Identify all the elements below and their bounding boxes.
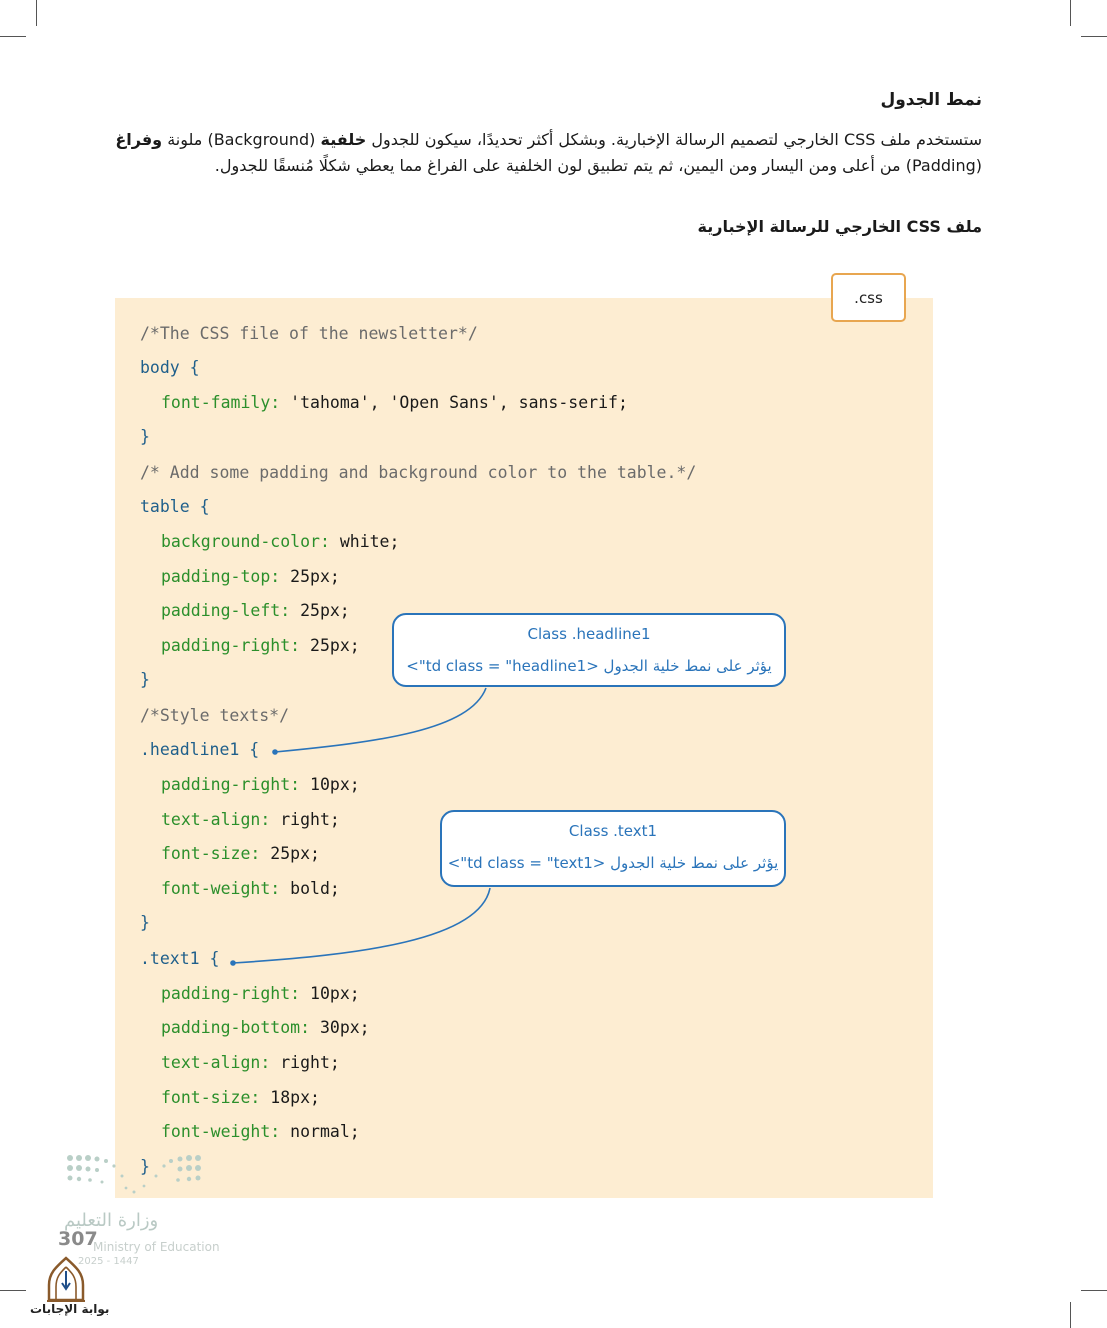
code-property: font-size: xyxy=(161,844,261,863)
connector-dot xyxy=(230,960,236,966)
code-value: right; xyxy=(270,810,340,829)
code-property: text-align: xyxy=(161,1053,271,1072)
paragraph-text: ستستخدم ملف CSS الخارجي لتصميم الرسالة الإخبارية. وبشكل أكثر تحديدًا، سيكون للجدول xyxy=(366,130,982,149)
code-property: background-color: xyxy=(161,532,330,551)
section-heading: نمط الجدول xyxy=(880,90,982,110)
code-value: white; xyxy=(329,532,400,551)
connector-dot xyxy=(272,749,278,755)
code-value: bold; xyxy=(280,879,340,898)
code-value: 25px; xyxy=(300,636,360,655)
code-property: padding-left: xyxy=(161,601,291,620)
paragraph-text: (Background) ملونة xyxy=(162,130,321,149)
code-value: normal; xyxy=(280,1122,360,1141)
file-tab: .css xyxy=(831,273,906,322)
code-property: font-weight: xyxy=(161,1122,281,1141)
code-property: font-size: xyxy=(161,1088,261,1107)
code-value: right; xyxy=(270,1053,340,1072)
code-property: padding-top: xyxy=(161,567,281,586)
code-property: text-align: xyxy=(161,810,271,829)
code-value: 25px; xyxy=(280,567,340,586)
code-selector: .text1 { xyxy=(140,949,220,968)
callout-text1 xyxy=(440,810,786,887)
code-value: 25px; xyxy=(260,844,320,863)
code-value: 30px; xyxy=(310,1018,370,1037)
code-value: 25px; xyxy=(290,601,350,620)
code-value: 18px; xyxy=(260,1088,320,1107)
code-property: font-weight: xyxy=(161,879,281,898)
code-property: padding-right: xyxy=(161,636,301,655)
connector-text1 xyxy=(233,888,490,963)
code-property: padding-bottom: xyxy=(161,1018,311,1037)
connector-headline1 xyxy=(275,688,486,752)
ministry-year: 2025 - 1447 xyxy=(78,1256,139,1267)
answers-portal-badge-icon xyxy=(44,1255,88,1305)
code-selector: table { xyxy=(140,497,210,516)
code-property: font-family: xyxy=(161,393,281,412)
code-value: 'tahoma', 'Open Sans', sans-serif; xyxy=(280,393,628,412)
callout-headline1 xyxy=(392,613,786,687)
code-value: 10px; xyxy=(300,984,360,1003)
code-comment: /*The CSS file of the newsletter*/ xyxy=(140,324,478,343)
callout-title: Class .headline1 xyxy=(527,625,651,643)
paragraph-bold: وفراغ xyxy=(115,130,163,149)
code-brace: } xyxy=(140,427,150,446)
paragraph-text: (Padding) من أعلى ومن اليسار ومن اليمين، ثم يتم تطبيق لون الخلفية على الفراغ مما يعطي شكلًا مُنسقًا للجدول. xyxy=(214,156,982,175)
code-comment: /*Style texts*/ xyxy=(140,706,290,725)
code-selector: body { xyxy=(140,358,200,377)
code-comment: /* Add some padding and background color to the table.*/ xyxy=(140,463,697,482)
code-brace: } xyxy=(140,913,150,932)
ministry-name-en: Ministry of Education xyxy=(93,1240,220,1254)
paragraph-bold: خلفية xyxy=(320,130,367,149)
answers-portal-label: بوابة الإجابات xyxy=(30,1302,110,1316)
ministry-logo-dots-icon xyxy=(64,1152,204,1200)
callout-title: Class .text1 xyxy=(568,822,658,840)
code-brace: } xyxy=(140,670,150,689)
ministry-name-ar: وزارة التعليم xyxy=(64,1210,159,1231)
code-property: padding-right: xyxy=(161,775,301,794)
page-number: 307 xyxy=(58,1228,98,1250)
code-subheading: ملف CSS الخارجي للرسالة الإخبارية xyxy=(697,217,982,236)
callout-description: يؤثر على نمط خلية الجدول <td class = "text1"> xyxy=(447,854,779,872)
code-property: padding-right: xyxy=(161,984,301,1003)
code-value: 10px; xyxy=(300,775,360,794)
code-selector: .headline1 { xyxy=(140,740,260,759)
code-brace: } xyxy=(140,1157,150,1176)
callout-description: يؤثر على نمط خلية الجدول <td class = "headline1"> xyxy=(406,657,772,675)
